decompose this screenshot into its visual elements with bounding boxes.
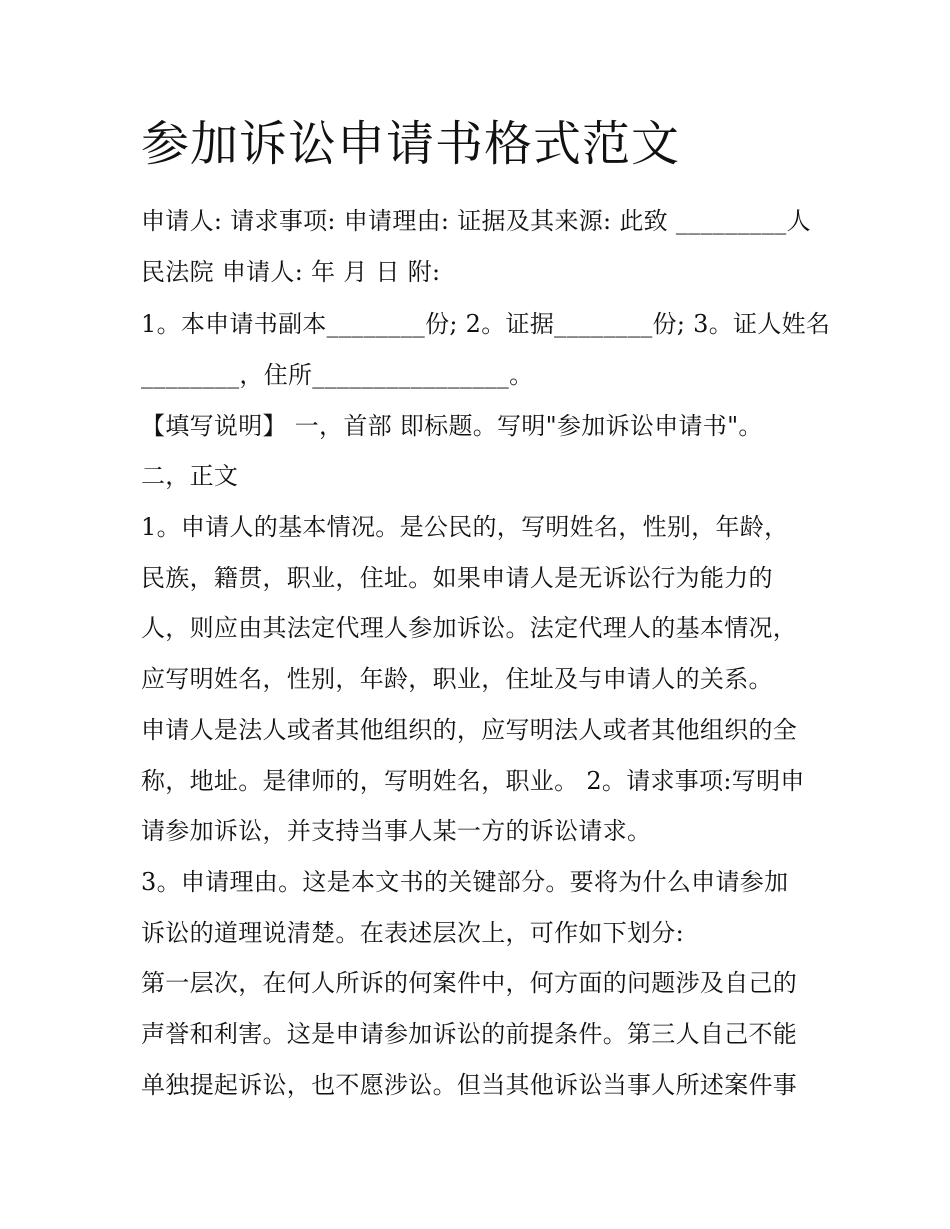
body-line: 诉讼的道理说清楚。在表述层次上，可作如下划分: [141,919,684,947]
document-title: 参加诉讼申请书格式范文 [141,116,681,172]
body-line: 人，则应由其法定代理人参加诉讼。法定代理人的基本情况， [141,614,798,642]
body-line: 1。本申请书副本________份; 2。证据________份; 3。证人姓名 [141,310,831,338]
body-line: 3。申请理由。这是本文书的关键部分。要将为什么申请参加 [141,868,789,896]
body-line: 民法院 申请人: 年 月 日 附: [141,258,441,286]
body-line: 请参加诉讼，并支持当事人某一方的诉讼请求。 [141,817,652,845]
body-line: 申请人: 请求事项: 申请理由: 证据及其来源: 此致 _________人 [141,207,811,235]
body-line: 第一层次，在何人所诉的何案件中，何方面的问题涉及自己的 [141,969,798,997]
body-line: 1。申请人的基本情况。是公民的，写明姓名，性别，年龄， [141,513,789,541]
body-line: 申请人是法人或者其他组织的，应写明法人或者其他组织的全 [141,716,798,744]
body-line: 民族，籍贯，职业，住址。如果申请人是无诉讼行为能力的 [141,564,773,592]
body-line: 称，地址。是律师的，写明姓名，职业。 2。请求事项:写明申 [141,767,805,795]
body-line: 【填写说明】 一，首部 即标题。写明"参加诉讼申请书"。 [141,412,763,440]
body-line: 二，正文 [141,462,239,490]
body-line: ________，住所________________。 [141,361,534,389]
body-line: 声誉和利害。这是申请参加诉讼的前提条件。第三人自己不能 [141,1020,798,1048]
body-line: 单独提起诉讼，也不愿涉讼。但当其他诉讼当事人所述案件事 [141,1071,798,1099]
body-line: 应写明姓名，性别，年龄，职业，住址及与申请人的关系。 [141,665,773,693]
